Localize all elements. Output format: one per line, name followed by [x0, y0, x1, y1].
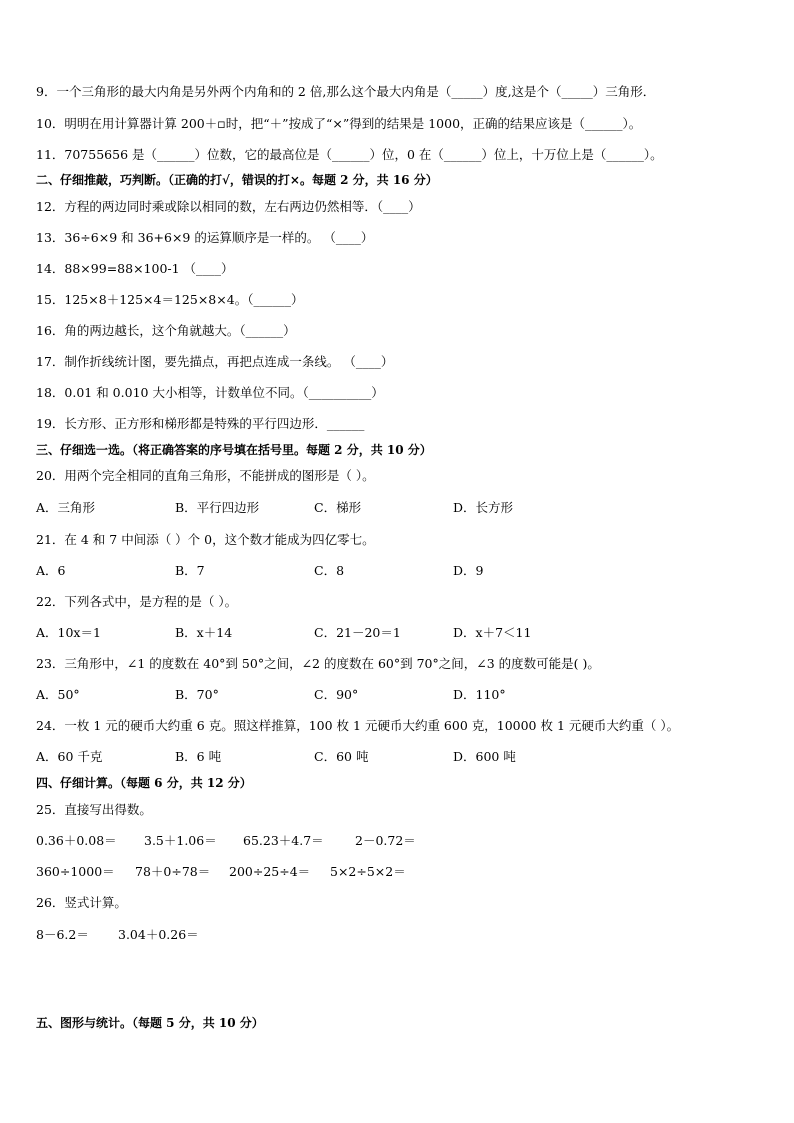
question-24: 24．一枚 1 元的硬币大约重 6 克。照这样推算，100 枚 1 元硬币大约重 600 克，10000 枚 1 元硬币大约重（ ）。 — [36, 718, 680, 733]
q25-expr-7: 200÷25÷4＝ — [229, 864, 311, 879]
question-22: 22．下列各式中，是方程的是（ ）。 — [36, 594, 238, 609]
question-21: 21．在 4 和 7 中间添（ ）个 0，这个数才能成为四亿零七。 — [36, 532, 375, 547]
question-20: 20．用两个完全相同的直角三角形，不能拼成的图形是（ ）。 — [36, 468, 375, 483]
q25-expr-6: 78＋0÷78＝ — [135, 864, 211, 879]
q21-option-a: A．6 — [36, 563, 66, 578]
question-18: 18．0.01 和 0.010 大小相等，计数单位不同。（__________） — [36, 385, 384, 400]
question-11: 11．70755656 是（______）位数，它的最高位是（______）位，0 在（______）位上，十万位上是（______）。 — [36, 147, 663, 162]
q20-option-d: D．长方形 — [453, 500, 514, 515]
q25-expr-5: 360÷1000＝ — [36, 864, 115, 879]
q22-option-a: A．10x＝1 — [36, 625, 101, 640]
section-4-heading: 四、仔细计算。（每题 6 分，共 12 分） — [36, 776, 252, 790]
q25-expr-8: 5×2÷5×2＝ — [330, 864, 406, 879]
q21-option-d: D．9 — [453, 563, 484, 578]
question-23: 23．三角形中，∠1 的度数在 40°到 50°之间，∠2 的度数在 60°到 70°之间，∠3 的度数可能是( )。 — [36, 656, 600, 671]
q22-option-d: D．x＋7＜11 — [453, 625, 532, 640]
question-9: 9．一个三角形的最大内角是另外两个内角和的 2 倍,那么这个最大内角是（_____）度,这是个（_____）三角形． — [36, 84, 656, 99]
question-19: 19．长方形、正方形和梯形都是特殊的平行四边形．______ — [36, 416, 365, 431]
q20-option-c: C．梯形 — [314, 500, 362, 515]
section-5-heading: 五、图形与统计。（每题 5 分，共 10 分） — [36, 1016, 264, 1030]
q23-option-c: C．90° — [314, 687, 359, 702]
q20-option-b: B．平行四边形 — [175, 500, 260, 515]
q25-expr-2: 3.5＋1.06＝ — [144, 833, 217, 848]
q24-option-b: B．6 吨 — [175, 749, 222, 764]
question-12: 12．方程的两边同时乘或除以相同的数，左右两边仍然相等．（____） — [36, 199, 421, 214]
q24-option-d: D．600 吨 — [453, 749, 516, 764]
q22-option-b: B．x＋14 — [175, 625, 233, 640]
q25-expr-4: 2－0.72＝ — [355, 833, 416, 848]
q21-option-c: C．8 — [314, 563, 345, 578]
question-15: 15．125×8＋125×4＝125×8×4。（______） — [36, 292, 304, 307]
question-17: 17．制作折线统计图，要先描点，再把点连成一条线。 （____） — [36, 354, 394, 369]
question-14: 14．88×99=88×100-1 （____） — [36, 261, 234, 276]
section-3-heading: 三、仔细选一选。（将正确答案的序号填在括号里。每题 2 分，共 10 分） — [36, 443, 432, 457]
question-13: 13．36÷6×9 和 36+6×9 的运算顺序是一样的。 （____） — [36, 230, 374, 245]
q26-expr-1: 8－6.2＝ — [36, 927, 89, 942]
section-2-heading: 二、仔细推敲，巧判断。（正确的打√，错误的打×。每题 2 分，共 16 分） — [36, 173, 438, 187]
q20-option-a: A．三角形 — [36, 500, 96, 515]
question-10: 10．明明在用计算器计算 200＋▫时，把“＋”按成了“×”得到的结果是 1000，正确的结果应该是（______）。 — [36, 116, 642, 131]
q23-option-d: D．110° — [453, 687, 506, 702]
q22-option-c: C．21－20＝1 — [314, 625, 401, 640]
q24-option-a: A．60 千克 — [36, 749, 103, 764]
q26-expr-2: 3.04＋0.26＝ — [118, 927, 199, 942]
question-25: 25．直接写出得数。 — [36, 802, 152, 817]
q25-expr-1: 0.36＋0.08＝ — [36, 833, 117, 848]
q23-option-b: B．70° — [175, 687, 219, 702]
q25-expr-3: 65.23＋4.7＝ — [243, 833, 324, 848]
q24-option-c: C．60 吨 — [314, 749, 369, 764]
question-26: 26．竖式计算。 — [36, 895, 127, 910]
question-16: 16．角的两边越长，这个角就越大。（______） — [36, 323, 296, 338]
q23-option-a: A．50° — [36, 687, 80, 702]
q21-option-b: B．7 — [175, 563, 205, 578]
